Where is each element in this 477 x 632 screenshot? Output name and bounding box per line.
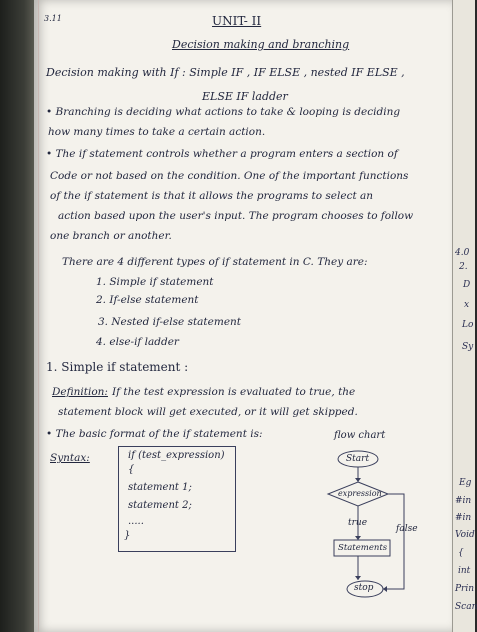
flow-stop-label: stop (354, 583, 374, 593)
flow-start-label: Start (346, 454, 370, 464)
adjacent-text: Lo (462, 320, 474, 330)
adjacent-text: 2. (459, 262, 468, 272)
paragraph-line: Code or not based on the condition. One of the important functions (50, 170, 409, 182)
code-line: } (124, 530, 131, 541)
adjacent-text: int (458, 566, 471, 576)
page-title: Decision making and branching (172, 38, 350, 51)
paragraph-line: how many times to take a certain action. (48, 126, 266, 138)
flow-expression-label: expression (338, 489, 382, 498)
adjacent-text: { (458, 548, 464, 558)
paragraph-line: action based upon the user's input. The program chooses to follow (58, 210, 414, 222)
adjacent-text: Prin (455, 584, 475, 594)
flowchart-label: flow chart (334, 430, 386, 441)
syntax-label: Syntax: (50, 452, 90, 464)
definition-text: If the test expression is evaluated to true, the (112, 386, 356, 398)
code-line: if (test_expression) (128, 450, 225, 461)
adjacent-text: Sy (462, 342, 474, 352)
paragraph-line: one branch or another. (50, 230, 172, 242)
section-heading: 1. Simple if statement : (46, 360, 189, 374)
flow-true-label: true (348, 518, 368, 528)
type-item: 4. else-if ladder (96, 336, 179, 348)
code-line: { (128, 464, 135, 475)
adjacent-text: 4.0 (455, 248, 470, 258)
adjacent-text: x (464, 300, 470, 310)
type-item: 3. Nested if-else statement (98, 316, 242, 328)
paragraph-line: of the if statement is that it allows the programs to select an (50, 190, 374, 202)
adjacent-text: Eg (459, 478, 472, 488)
page-corner-mark: 3.11 (44, 14, 62, 23)
code-line: statement 1; (128, 482, 192, 493)
code-line: statement 2; (128, 500, 192, 511)
unit-heading: UNIT- II (212, 14, 262, 28)
code-line: ..... (128, 516, 144, 527)
topic-line: ELSE IF ladder (202, 90, 288, 103)
adjacent-text: #in (455, 496, 472, 506)
definition-text: statement block will get executed, or it will get skipped. (58, 406, 358, 418)
definition-label: Definition: (52, 386, 108, 398)
paragraph-line: • The if statement controls whether a program enters a section of (46, 148, 398, 160)
format-line: • The basic format of the if statement is: (46, 428, 263, 440)
adjacent-text: #in (455, 513, 472, 523)
adjacent-text: Scan (455, 602, 477, 612)
adjacent-text: Void (455, 530, 475, 540)
flow-false-path (383, 494, 404, 589)
type-item: 2. If-else statement (96, 294, 199, 306)
topic-line: Decision making with If : Simple IF , IF ELSE , nested IF ELSE , (46, 66, 405, 79)
flow-false-label: false (396, 524, 418, 534)
types-intro: There are 4 different types of if statement in C. They are: (62, 256, 368, 268)
adjacent-text: D (463, 280, 471, 290)
paragraph-line: • Branching is deciding what actions to take & looping is deciding (46, 106, 401, 118)
flow-statements-label: Statements (338, 543, 388, 553)
type-item: 1. Simple if statement (96, 276, 214, 288)
